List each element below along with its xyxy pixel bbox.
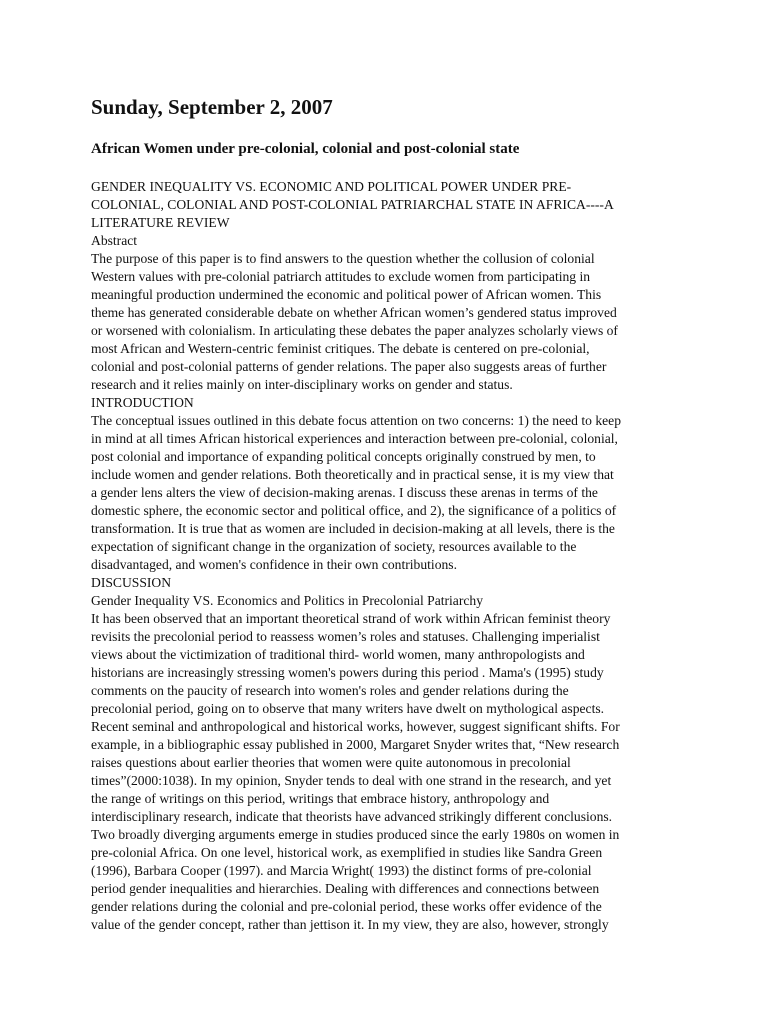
text-line: Western values with pre-colonial patriarch attitudes to exclude women from participating in	[91, 269, 591, 284]
text-line: domestic sphere, the economic sector and political office, and 2), the significance of a politics of	[91, 503, 617, 518]
text-line: expectation of significant change in the organization of society, resources available to the	[91, 539, 577, 554]
text-line: raises questions about earlier theories that women were quite autonomous in precolonial	[91, 755, 571, 770]
text-line: DISCUSSION	[91, 575, 172, 590]
text-line: interdisciplinary research, indicate that theorists have advanced strikingly different conclusions.	[91, 809, 613, 824]
post-title: African Women under pre-colonial, colonial and post-colonial state	[91, 141, 520, 157]
text-line: COLONIAL, COLONIAL AND POST-COLONIAL PATRIARCHAL STATE IN AFRICA----A	[91, 197, 614, 212]
text-line: precolonial period, going on to observe that many writers have dwelt on mythological aspects.	[91, 701, 605, 716]
text-line: comments on the paucity of research into women's roles and gender relations during the	[91, 683, 569, 698]
text-line: INTRODUCTION	[91, 395, 194, 410]
text-line: Two broadly diverging arguments emerge in studies produced since the early 1980s on women in	[91, 827, 620, 842]
date-header: Sunday, September 2, 2007	[91, 95, 333, 119]
text-line: LITERATURE REVIEW	[91, 215, 230, 230]
text-line: transformation. It is true that as women are included in decision-making at all levels, there is the	[91, 521, 615, 536]
text-line: meaningful production undermined the economic and political power of African women. This	[91, 287, 602, 302]
text-line: Abstract	[91, 233, 138, 248]
text-line: post colonial and importance of expanding political concepts originally construed by men, to	[91, 449, 596, 464]
text-line: most African and Western-centric feminist critiques. The debate is centered on pre-colonial,	[91, 341, 590, 356]
text-line: GENDER INEQUALITY VS. ECONOMIC AND POLITICAL POWER UNDER PRE-	[91, 179, 572, 194]
text-line: historians are increasingly stressing women's powers during this period . Mama's (1995) study	[91, 665, 604, 680]
text-line: in mind at all times African historical experiences and interaction between pre-colonial, colonial,	[91, 431, 618, 446]
text-line: (1996), Barbara Cooper (1997). and Marcia Wright( 1993) the distinct forms of pre-colonial	[91, 863, 592, 878]
text-line: or worsened with colonialism. In articulating these debates the paper analyzes scholarly views of	[91, 323, 618, 338]
text-line: example, in a bibliographic essay published in 2000, Margaret Snyder writes that, “New research	[91, 737, 620, 752]
text-line: value of the gender concept, rather than jettison it. In my view, they are also, however, strongly	[91, 917, 609, 932]
text-line: the range of writings on this period, writings that embrace history, anthropology and	[91, 791, 550, 806]
text-line: Gender Inequality VS. Economics and Politics in Precolonial Patriarchy	[91, 593, 483, 608]
text-line: The purpose of this paper is to find answers to the question whether the collusion of colonial	[91, 251, 595, 266]
text-line: revisits the precolonial period to reassess women’s roles and statuses. Challenging imperialist	[91, 629, 600, 644]
post-body	[91, 178, 681, 934]
text-line: The conceptual issues outlined in this debate focus attention on two concerns: 1) the need to keep	[91, 413, 622, 428]
text-line: theme has generated considerable debate on whether African women’s gendered status improved	[91, 305, 617, 320]
text-line: Recent seminal and anthropological and historical works, however, suggest significant shifts. For	[91, 719, 620, 734]
text-line: It has been observed that an important theoretical strand of work within African feminist theory	[91, 611, 611, 626]
text-line: times”(2000:1038). In my opinion, Snyder tends to deal with one strand in the research, and yet	[91, 773, 612, 788]
text-line: period gender inequalities and hierarchies. Dealing with differences and connections between	[91, 881, 600, 896]
text-line: views about the victimization of traditional third- world women, many anthropologists and	[91, 647, 585, 662]
text-line: include women and gender relations. Both theoretically and in practical sense, it is my view that	[91, 467, 614, 482]
text-line: gender relations during the colonial and pre-colonial period, these works offer evidence of the	[91, 899, 602, 914]
text-line: research and it relies mainly on inter-disciplinary works on gender and status.	[91, 377, 513, 392]
text-line: pre-colonial Africa. On one level, historical work, as exemplified in studies like Sandra Green	[91, 845, 603, 860]
text-line: a gender lens alters the view of decision-making arenas. I discuss these arenas in terms of the	[91, 485, 598, 500]
text-line: disadvantaged, and women's confidence in their own contributions.	[91, 557, 457, 572]
text-line: colonial and post-colonial patterns of gender relations. The paper also suggests areas of further	[91, 359, 607, 374]
